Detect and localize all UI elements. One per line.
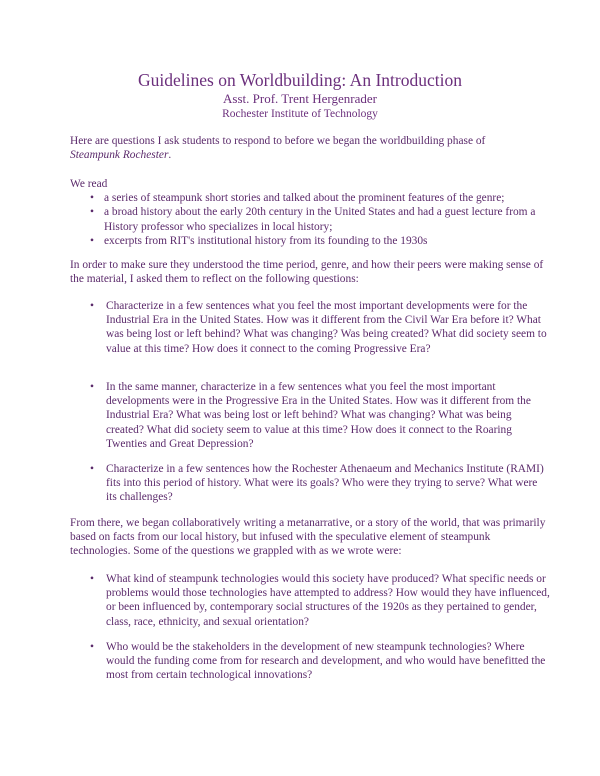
institution-line: Rochester Institute of Technology bbox=[222, 108, 378, 120]
document-title: Guidelines on Worldbuilding: An Introduction bbox=[138, 70, 462, 90]
reading-list bbox=[70, 191, 550, 248]
reflection-lead: In order to make sure they understood the time period, genre, and how their peers were making sense of the material, I asked them to reflect on the following questions: bbox=[70, 259, 544, 286]
reflection-question-3 bbox=[70, 462, 550, 505]
reflection-question-2 bbox=[70, 380, 550, 451]
list-item: • In the same manner, characterize in a few sentences what you feel the most important developments were in the Progressive Era in the United States. How was it different from the Industrial Era? What was being lost or left behind? What was changing? What was being created? What did society seem to value at this time? How does it connect to the Roaring Twenties and Great Depression? bbox=[70, 380, 550, 451]
list-item: • a broad history about the early 20th century in the United States and had a guest lecture from a History professor who specializes in local history; bbox=[70, 205, 550, 233]
metanarrative-question-1 bbox=[70, 572, 550, 629]
list-item: • a series of steampunk short stories and talked about the prominent features of the genre; bbox=[70, 191, 550, 205]
reading-section bbox=[70, 177, 550, 248]
list-item: • Characterize in a few sentences how the Rochester Athenaeum and Mechanics Institute (RAMI) fits into this period of history. What were its goals? Who were they trying to serve? What were its challenges? bbox=[70, 462, 550, 505]
author-line: Asst. Prof. Trent Hergenrader bbox=[223, 91, 377, 106]
intro-paragraph bbox=[70, 134, 550, 162]
book-title: Steampunk Rochester bbox=[70, 149, 169, 162]
list-item: • Who would be the stakeholders in the development of new steampunk technologies? Where would the funding come from for research and development, and who would have benefitted the most from certain technological innovations? bbox=[70, 640, 550, 683]
list-item: • What kind of steampunk technologies would this society have produced? What specific needs or problems would those technologies have attempted to address? How would they have influenced, or been influenced by, contemporary social structures of the 1920s as they pertained to gender, class, race, ethnicity, and sexual orientation? bbox=[70, 572, 550, 629]
metanarrative-question-2 bbox=[70, 640, 550, 683]
list-item: • excerpts from RIT's institutional history from its founding to the 1930s bbox=[70, 234, 550, 248]
list-item: • Characterize in a few sentences what you feel the most important developments were for the Industrial Era in the United States. How was it different from the Civil War Era before it? What was being lost or left behind? What was changing? Was being created? What did society seem to value at this time? How does it connect to the coming Progressive Era? bbox=[70, 299, 550, 356]
reflection-question-1 bbox=[70, 299, 550, 356]
intro-end: . bbox=[168, 149, 172, 162]
intro-text: Here are questions I ask students to respond to before we began the worldbuilding phase of bbox=[70, 135, 486, 147]
reading-lead: We read bbox=[70, 178, 108, 190]
metanarrative-lead: From there, we began collaboratively writing a metanarrative, or a story of the world, that was primarily based on facts from our local history, but infused with the speculative element of steampunk technologies. Some of the questions we grappled with as we wrote were: bbox=[70, 517, 546, 558]
